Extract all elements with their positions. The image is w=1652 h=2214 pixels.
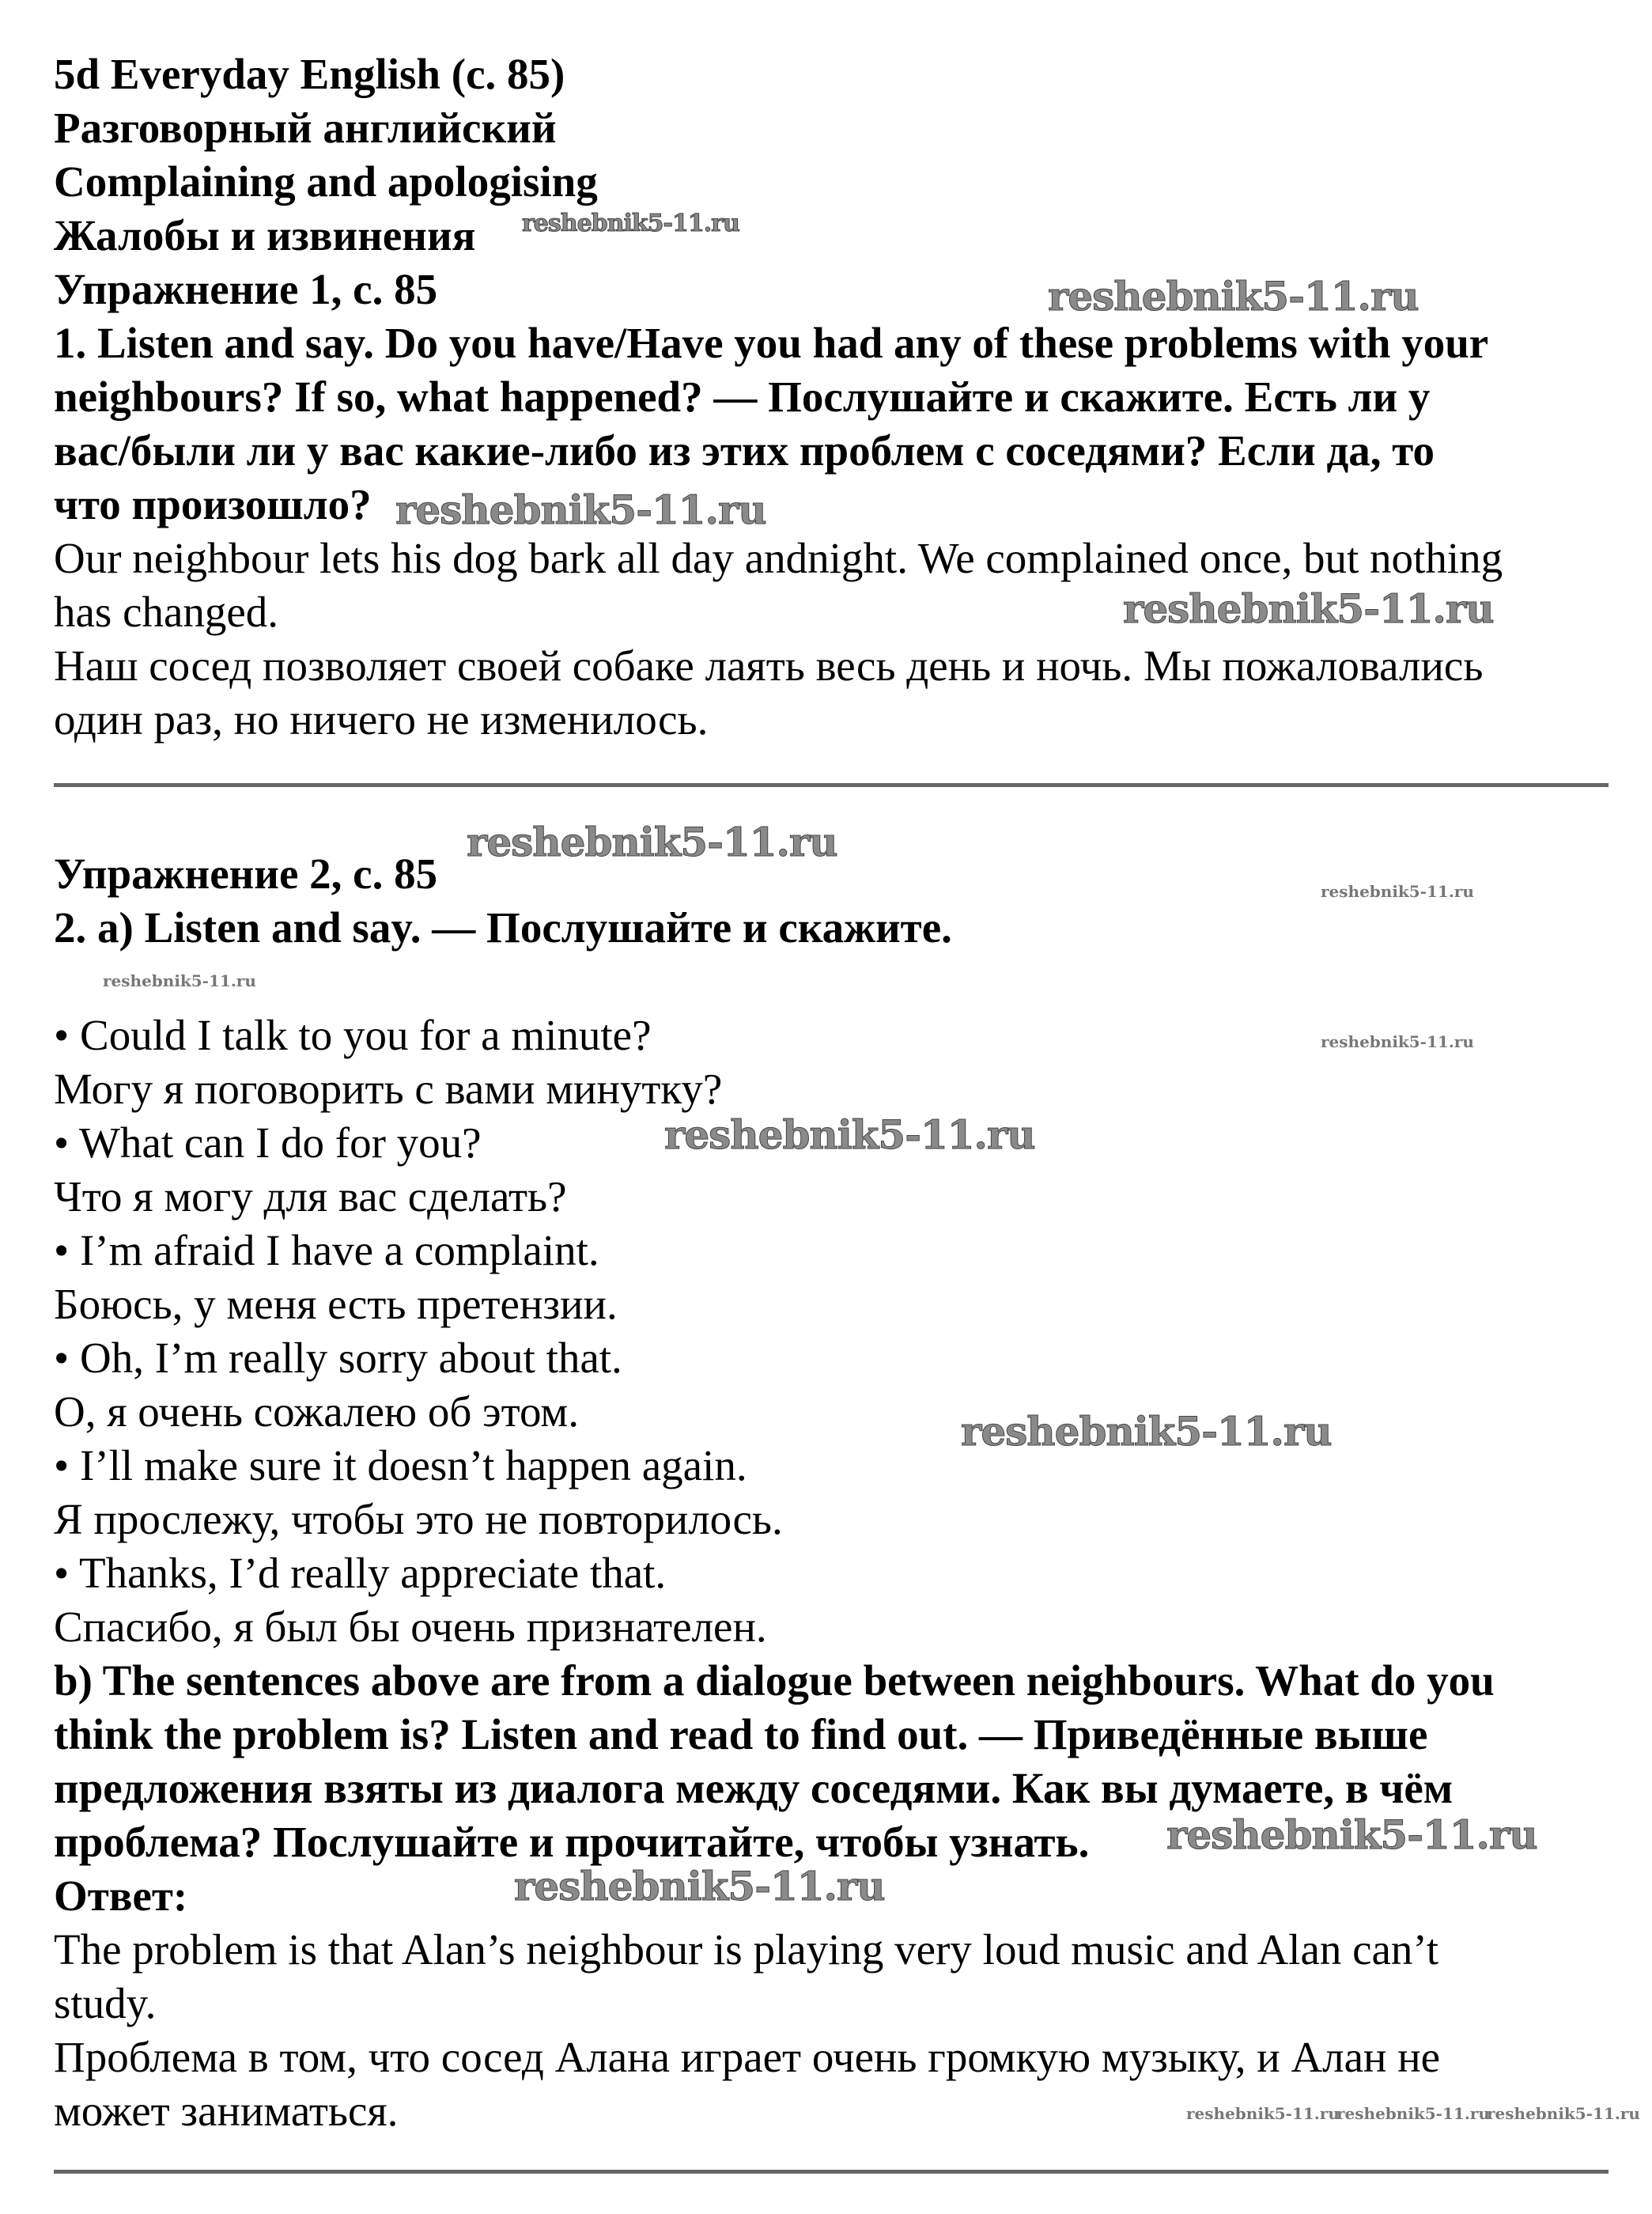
- text-line: • Oh, I’m really sorry about that.: [54, 1334, 622, 1382]
- text-line: О, я очень сожалею об этом.: [54, 1387, 579, 1436]
- watermark: reshebnik5-11.ru: [1166, 1811, 1537, 1858]
- heading-line: проблема? Послушайте и прочитайте, чтобы узнать.: [54, 1818, 1090, 1866]
- text-line: • What can I do for you?: [54, 1118, 482, 1167]
- heading-line: think the problem is? Listen and read to find out. — Приведённые выше: [54, 1710, 1428, 1758]
- text-line: Я прослежу, чтобы это не повторилось.: [54, 1495, 783, 1543]
- heading-line: 5d Everyday English (с. 85): [54, 50, 565, 98]
- text-line: The problem is that Alan’s neighbour is playing very loud music and Alan can’t: [54, 1925, 1439, 1974]
- heading-line: 2. a) Listen and say. — Послушайте и скажите.: [54, 903, 952, 952]
- heading-line: b) The sentences above are from a dialogue between neighbours. What do you: [54, 1656, 1495, 1705]
- text-line: • Could I talk to you for a minute?: [54, 1011, 652, 1059]
- heading-line: Упражнение 2, с. 85: [54, 850, 438, 898]
- heading-line: Жалобы и извинения: [54, 211, 476, 259]
- section-exercise-1: [54, 47, 1620, 747]
- text-line: • Thanks, I’d really appreciate that.: [54, 1549, 667, 1597]
- heading-line: Ответ:: [54, 1871, 188, 1920]
- text-line: study.: [54, 1979, 157, 2027]
- watermark: reshebnik5-11.ru: [514, 1863, 885, 1909]
- text-line: один раз, но ничего не изменилось.: [54, 695, 709, 744]
- heading-line: neighbours? If so, what happened? — Послушайте и скажите. Есть ли у: [54, 373, 1431, 421]
- text-line: Our neighbour lets his dog bark all day andnight. We complained once, but nothing: [54, 534, 1503, 582]
- watermark: reshebnik5-11.ru: [1048, 273, 1419, 320]
- watermark: reshebnik5-11.ru: [395, 486, 766, 533]
- watermark: reshebnik5-11.ru: [1321, 1032, 1474, 1051]
- heading-line: предложения взяты из диалога между соседями. Как вы думаете, в чём: [54, 1764, 1454, 1812]
- text-line: Боюсь, у меня есть претензии.: [54, 1280, 618, 1328]
- text-line: Проблема в том, что сосед Алана играет очень громкую музыку, и Алан не: [54, 2033, 1441, 2081]
- text-line: Спасибо, я был бы очень признателен.: [54, 1603, 767, 1651]
- heading-line: что произошло?: [54, 480, 372, 528]
- text-line: Что я могу для вас сделать?: [54, 1172, 567, 1221]
- heading-line: Разговорный английский: [54, 104, 557, 152]
- text-line: может заниматься.: [54, 2087, 399, 2135]
- text-line: has changed.: [54, 588, 279, 636]
- watermark: reshebnik5-11.ru: [467, 819, 837, 865]
- watermark: reshebnik5-11.ru: [1336, 2104, 1490, 2123]
- divider: [54, 783, 1609, 787]
- text-line: Могу я поговорить с вами минутку?: [54, 1065, 723, 1113]
- text-line: Наш сосед позволяет своей собаке лаять весь день и ночь. Мы пожаловались: [54, 641, 1484, 690]
- heading-line: Упражнение 1, с. 85: [54, 265, 438, 313]
- watermark: reshebnik5-11.ru: [1321, 882, 1474, 901]
- watermark: reshebnik5-11.ru: [1186, 2104, 1340, 2123]
- heading-line: 1. Listen and say. Do you have/Have you had any of these problems with your: [54, 319, 1489, 367]
- watermark: reshebnik5-11.ru: [103, 971, 256, 990]
- watermark: reshebnik5-11.ru: [522, 210, 739, 237]
- watermark: reshebnik5-11.ru: [1123, 585, 1494, 632]
- text-line: • I’ll make sure it doesn’t happen again.: [54, 1441, 747, 1489]
- watermark: reshebnik5-11.ru: [1487, 2104, 1640, 2123]
- heading-line: Complaining and apologising: [54, 157, 598, 206]
- divider: [54, 2170, 1609, 2174]
- text-line: • I’m afraid I have a complaint.: [54, 1226, 599, 1274]
- watermark: reshebnik5-11.ru: [961, 1408, 1332, 1455]
- heading-line: вас/были ли у вас какие-либо из этих проблем с соседями? Если да, то: [54, 426, 1435, 475]
- text-line: [54, 955, 1620, 1009]
- watermark: reshebnik5-11.ru: [664, 1111, 1035, 1158]
